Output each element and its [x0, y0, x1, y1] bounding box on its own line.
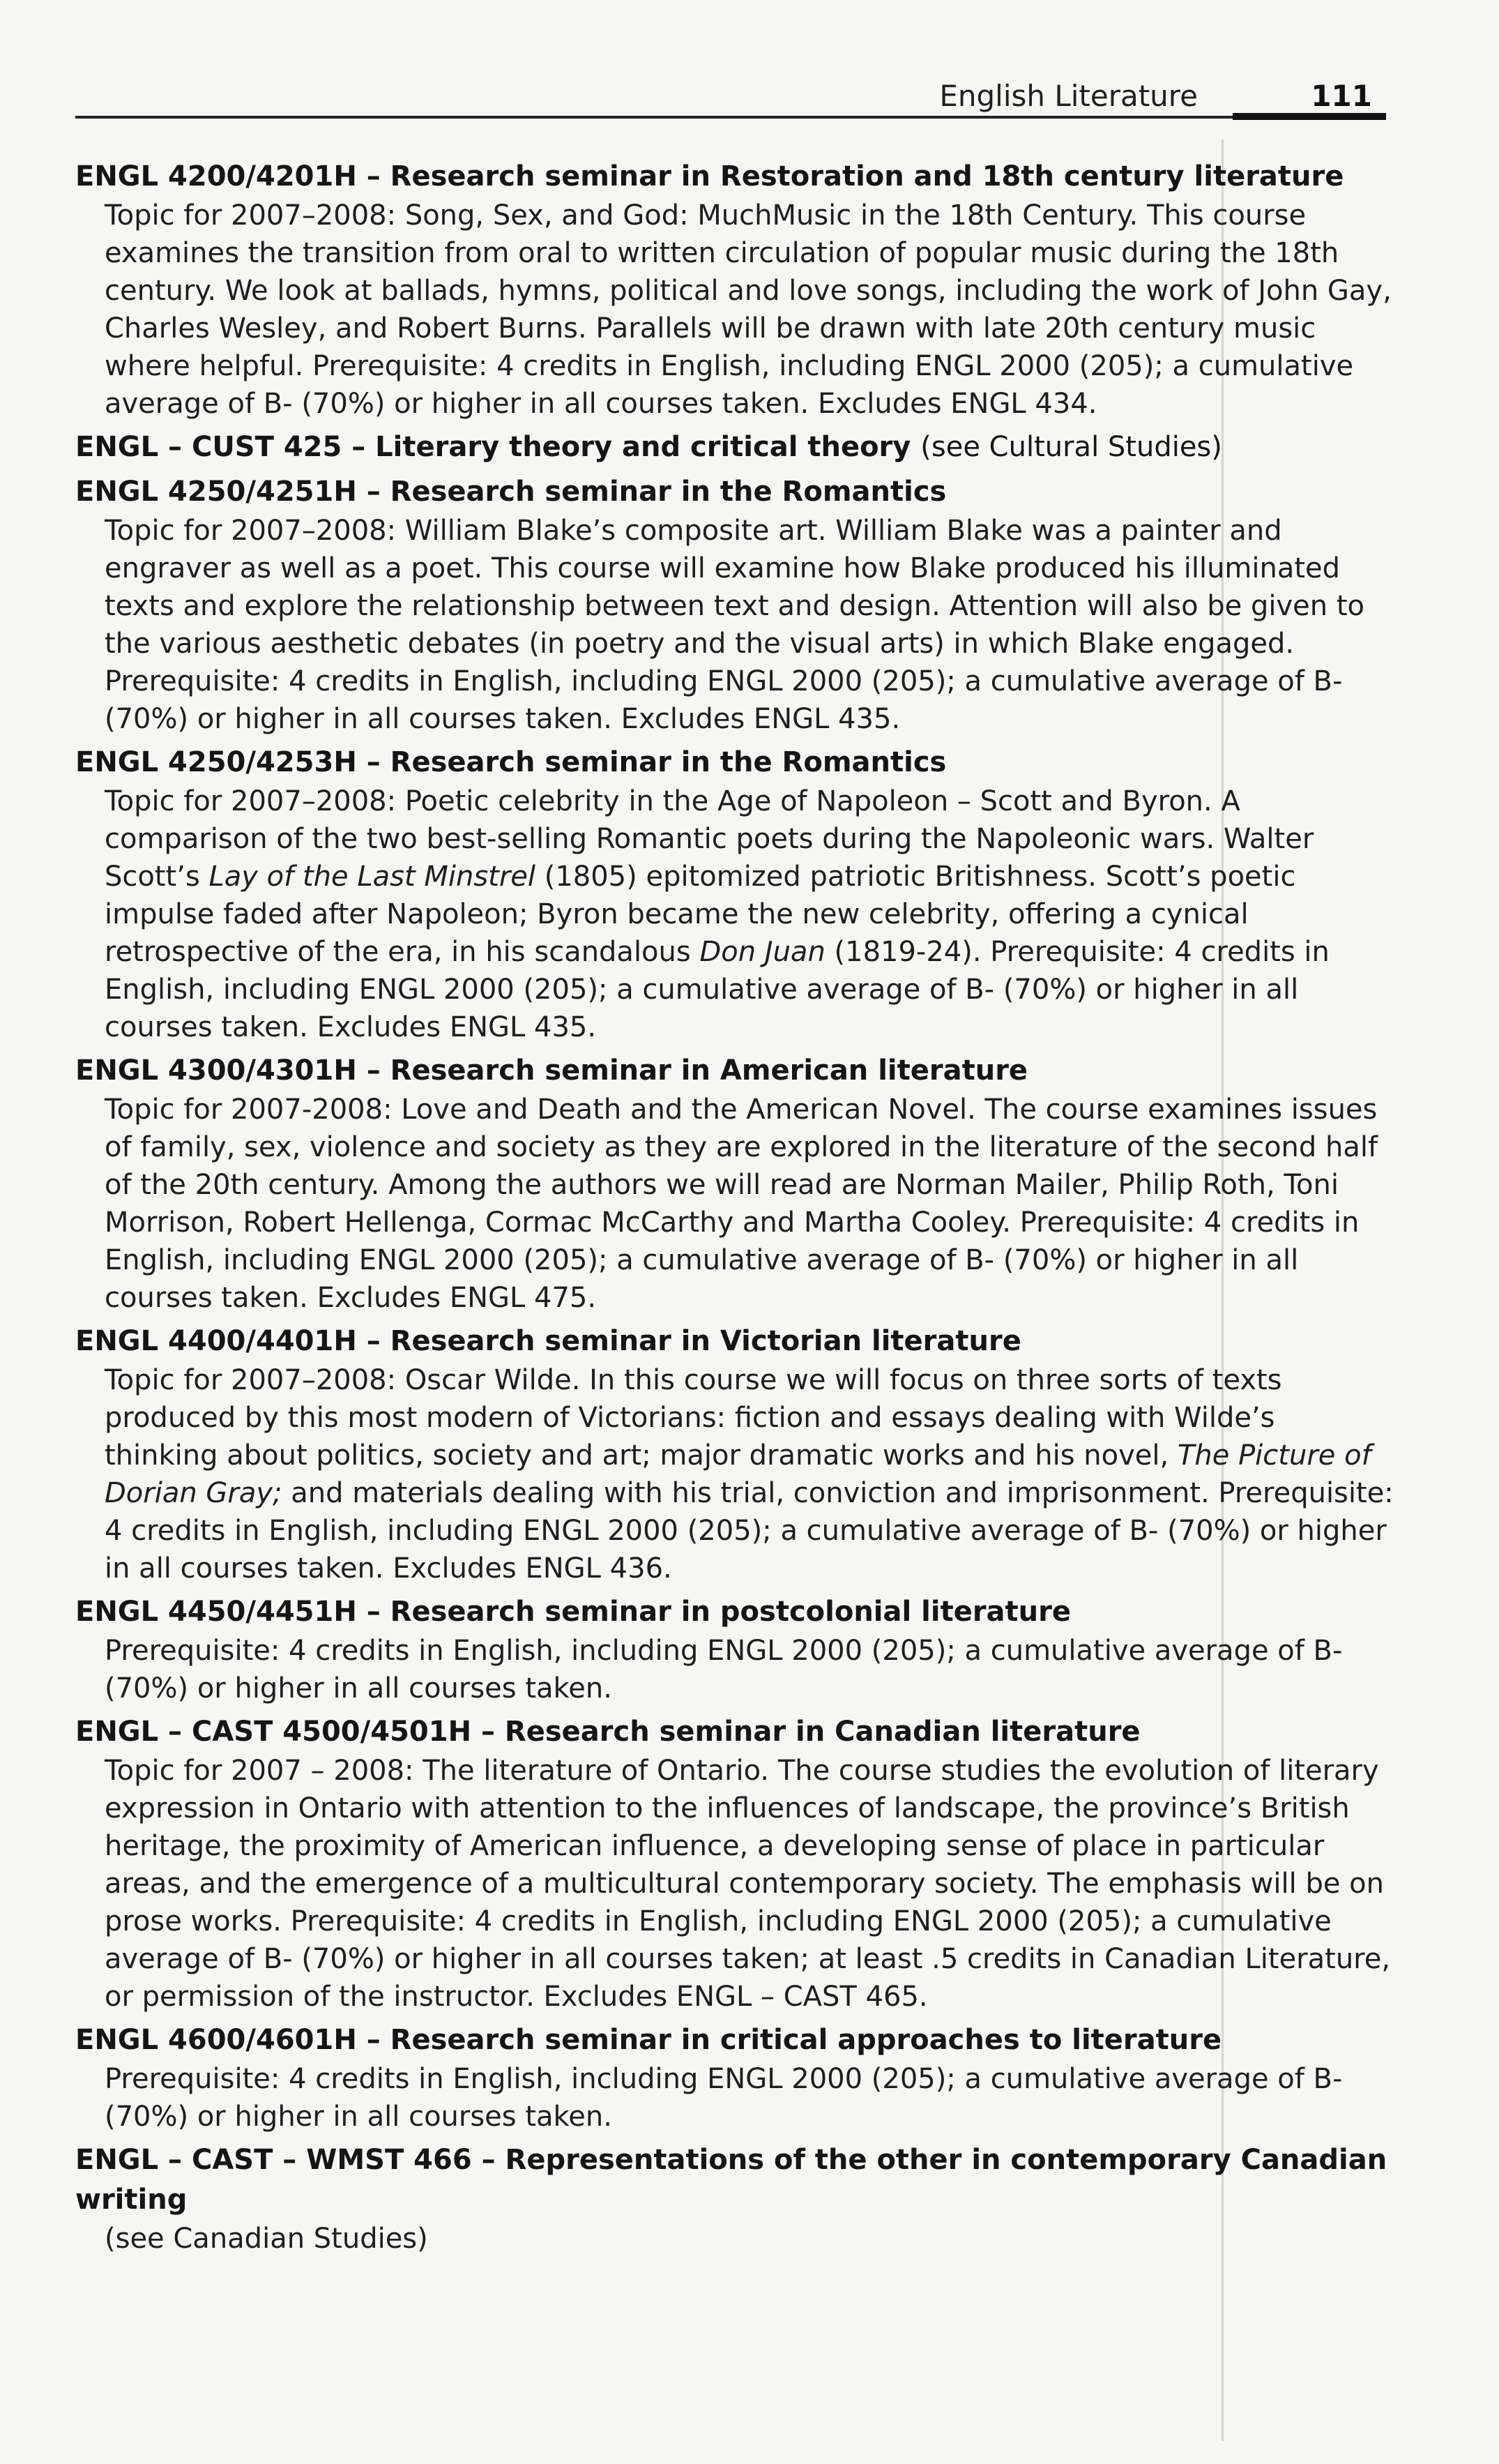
running-header: [75, 75, 1386, 117]
description-text: (1819-24). Prerequisite: 4 credits in English, including ENGL 2000 (205); a cumulative average of B- (70%) or higher in all courses taken. Excludes ENGL 435.: [105, 936, 1330, 1043]
course-heading: ENGL 4450/4451H – Research seminar in postcolonial literature: [75, 1596, 1071, 1628]
section-title: English Literature: [939, 79, 1198, 113]
header-rule: [75, 116, 1386, 119]
header-rule-accent: [1233, 113, 1386, 120]
course-entry: [75, 1051, 1397, 1317]
course-entry: [75, 1322, 1397, 1587]
work-title: Lay of the Last Minstrel: [208, 861, 536, 893]
course-heading: ENGL 4200/4201H – Research seminar in Restoration and 18th century literature: [75, 160, 1344, 192]
work-title: Don Juan: [699, 936, 825, 968]
course-title: ENGL – CUST 425 – Literary theory and critical theory: [75, 431, 911, 463]
description-text: (1805) epitomized patriotic Britishness. Scott’s poetic impulse faded after Napoleon; Byron became the new celebrity, offering a cynical retrospective of the era, in his scandalous: [105, 861, 1296, 968]
page-number: 111: [1311, 79, 1372, 113]
course-description: [105, 1361, 1397, 1587]
cross-reference: (see Cultural Studies): [920, 431, 1222, 463]
description-text: Topic for 2007–2008: Oscar Wilde. In this course we will focus on three sorts of texts produced by this most modern of Victorians: fiction and essays dealing with Wilde’s thinking about politics, society and art; major dramatic works and his novel,: [105, 1364, 1282, 1472]
cross-reference: (see Canadian Studies): [105, 2223, 428, 2255]
course-heading: ENGL 4300/4301H – Research seminar in American literature: [75, 1055, 1028, 1087]
description-text: and materials dealing with his trial, conviction and imprisonment. Prerequisite: 4 credits in English, including ENGL 2000 (205); a cumulative average of B- (70%) or higher in all courses taken. Excludes ENGL 436.: [105, 1477, 1394, 1585]
work-title: The Picture of Dorian Gray;: [105, 1439, 1371, 1509]
course-heading: ENGL – CAST – WMST 466 – Representations of the other in contemporary Canadian writing: [75, 2144, 1387, 2216]
course-entry: [75, 157, 1397, 423]
course-description: Topic for 2007–2008: William Blake’s composite art. William Blake was a painter and engraver as well as a poet. This course will examine how Blake produced his illuminated texts and explore the relationship between text and design. Attention will also be given to the various aesthetic debates (in poetry and the visual arts) in which Blake engaged. Prerequisite: 4 credits in English, including ENGL 2000 (205); a cumulative average of B- (70%) or higher in all courses taken. Excludes ENGL 435.: [105, 515, 1365, 735]
course-description: Topic for 2007–2008: Song, Sex, and God: MuchMusic in the 18th Century. This course examines the transition from oral to written circulation of popular music during the 18th century. We look at ballads, hymns, political and love songs, including the work of John Gay, Charles Wesley, and Robert Burns. Parallels will be drawn with late 20th century music where helpful. Prerequisite: 4 credits in English, including ENGL 2000 (205); a cumulative average of B- (70%) or higher in all courses taken. Excludes ENGL 434.: [105, 199, 1392, 420]
course-entry: [75, 2140, 1397, 2258]
course-description: Topic for 2007-2008: Love and Death and the American Novel. The course examines issues of family, sex, violence and society as they are explored in the literature of the second half of the 20th century. Among the authors we will read are Norman Mailer, Philip Roth, Toni Morrison, Robert Hellenga, Cormac McCarthy and Martha Cooley. Prerequisite: 4 credits in English, including ENGL 2000 (205); a cumulative average of B- (70%) or higher in all courses taken. Excludes ENGL 475.: [105, 1094, 1378, 1314]
course-entry: [75, 2020, 1397, 2136]
course-entry: [75, 472, 1397, 738]
description-text: Topic for 2007–2008: Poetic celebrity in the Age of Napoleon – Scott and Byron. A comparison of the two best-selling Romantic poets during the Napoleonic wars. Walter Scott’s: [105, 785, 1314, 893]
course-heading: ENGL 4400/4401H – Research seminar in Victorian literature: [75, 1325, 1021, 1357]
course-heading: ENGL 4600/4601H – Research seminar in critical approaches to literature: [75, 2024, 1222, 2056]
course-heading: ENGL 4250/4253H – Research seminar in the Romantics: [75, 746, 947, 778]
course-entry: [75, 1712, 1397, 2016]
course-entry: [75, 428, 1397, 467]
course-heading: ENGL – CAST 4500/4501H – Research seminar in Canadian literature: [75, 1716, 1141, 1748]
course-description: Topic for 2007 – 2008: The literature of Ontario. The course studies the evolution of literary expression in Ontario with attention to the influences of landscape, the province’s British heritage, the proximity of American influence, a developing sense of place in particular areas, and the emergence of a multicultural contemporary society. The emphasis will be on prose works. Prerequisite: 4 credits in English, including ENGL 2000 (205); a cumulative average of B- (70%) or higher in all courses taken; at least .5 credits in Canadian Literature, or permission of the instructor. Excludes ENGL – CAST 465.: [105, 1755, 1391, 2013]
course-description: [105, 783, 1397, 1046]
course-heading: ENGL 4250/4251H – Research seminar in the Romantics: [75, 476, 947, 508]
course-heading: [75, 428, 1397, 467]
course-list: [75, 157, 1397, 2262]
course-entry: [75, 743, 1397, 1046]
course-description: Prerequisite: 4 credits in English, including ENGL 2000 (205); a cumulative average of B- (70%) or higher in all courses taken.: [105, 2063, 1343, 2133]
course-entry: [75, 1592, 1397, 1707]
course-description: Prerequisite: 4 credits in English, including ENGL 2000 (205); a cumulative average of B- (70%) or higher in all courses taken.: [105, 1635, 1343, 1705]
